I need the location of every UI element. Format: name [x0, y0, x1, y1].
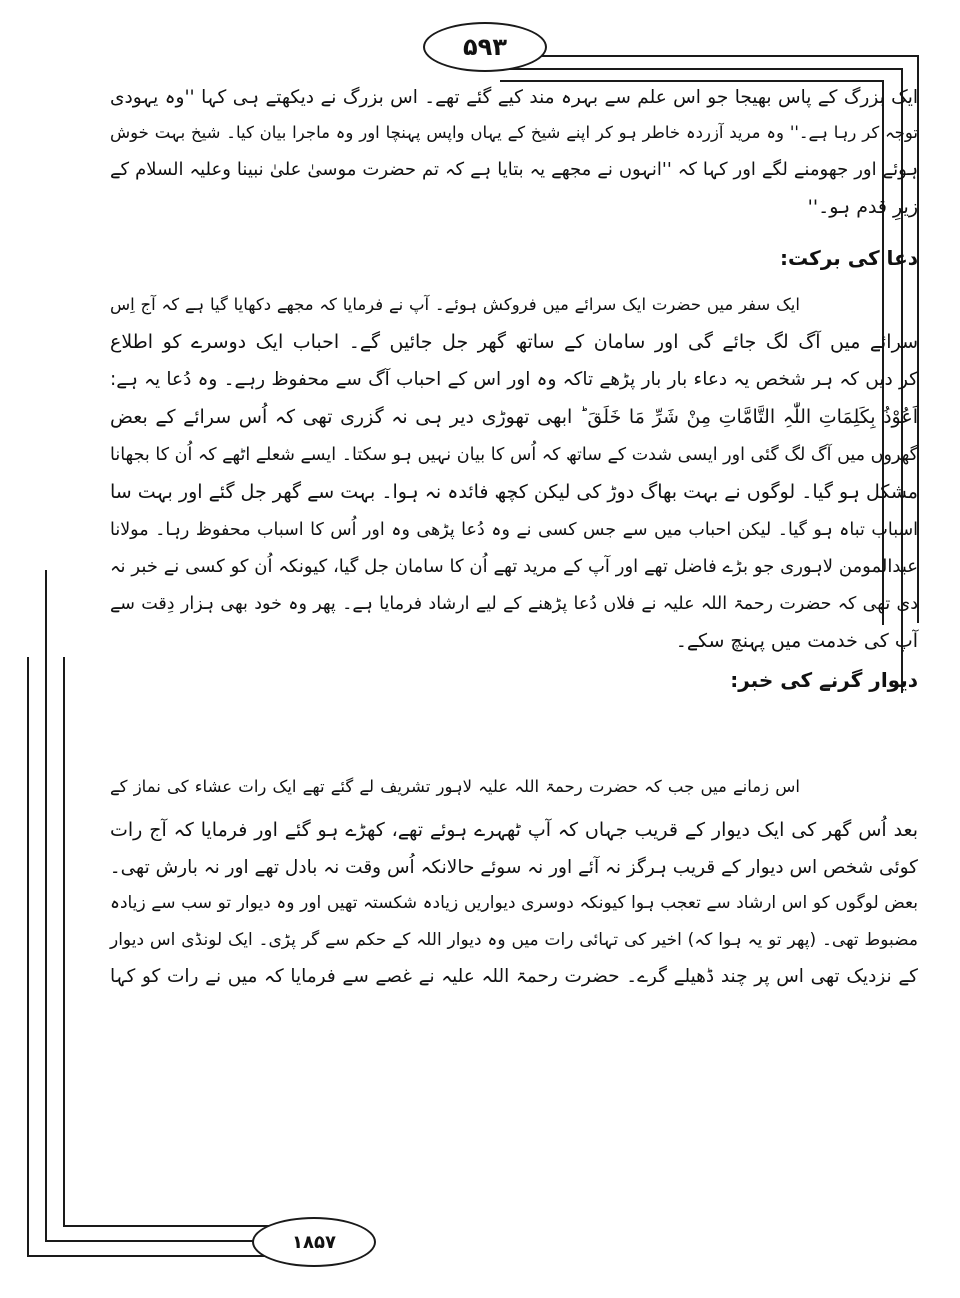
page-number-top: ۵۹۳ [423, 22, 547, 72]
text-line: مشکل ہو گیا۔ لوگوں نے بہت بھاگ دوڑ کی لیکن کچھ فائدہ نہ ہوا۔ بہت سے گھر جل گئے اور بہت سا [110, 481, 918, 503]
frame-line [45, 570, 47, 1241]
text-line: مضبوط تھی۔ (پھر تو یہ ہوا کہ) اخیر کی تہائی رات میں وہ دیوار اللہ کے حکم سے گر پڑی۔ ایک لونڈی اس دیوار [110, 930, 918, 950]
frame-line [500, 80, 883, 82]
text-line: عبدالمومن لاہوری جو بڑے فاضل تھے اور آپ کے مرید تھے اُن کا سامان جل گیا، کیونکہ اُن کو کسی نے خبر نہ [110, 556, 918, 577]
frame-line [63, 1225, 283, 1227]
text-line: ایک سفر میں حضرت ایک سرائے میں فروکش ہوئے۔ آپ نے فرمایا کہ مجھے دکھایا گیا ہے کہ آج اِس [110, 295, 800, 314]
frame-line [45, 1240, 275, 1242]
text-line: کوئی شخص اس دیوار کے قریب ہرگز نہ آئے اور نہ سوئے حالانکہ اُس وقت نہ بادل تھے اور نہ بارش تھی۔ [109, 857, 918, 878]
page-number-bottom: ۱۸۵۷ [252, 1217, 376, 1267]
text-line: اَعُوْذُ بِکَلِمَاتِ اللّٰہِ التَّامَّاتِ مِنْ شَرِّ مَا خَلَقَ ؕ ابھی تھوڑی دیر ہی نہ گزری تھی کہ اُس سرائے کے بعض [110, 406, 918, 428]
frame-line [63, 657, 65, 1226]
text-line: اس زمانے میں جب کہ حضرت رحمۃ اللہ علیہ لاہور تشریف لے گئے تھے ایک رات عشاء کی نماز کے [110, 777, 800, 796]
text-line: ہوئے اور جھومنے لگے اور کہا کہ ''انہوں نے مجھے یہ بتایا ہے کہ تم حضرت موسیٰ علیٰ نبینا وعلیہ السلام کے [110, 159, 918, 180]
text-line: سرائے میں آگ لگ جائے گی اور سامان کے ساتھ گھر جل جائیں گے۔ احباب ایک دوسرے کو اطلاع [110, 331, 918, 353]
frame-line [500, 68, 902, 70]
frame-line [27, 1255, 287, 1257]
text-line: ایک بزرگ کے پاس بھیجا جو اس علم سے بہرہ مند کیے گئے تھے۔ اس بزرگ نے دیکھتے ہی کہا ''وہ یہودی [110, 87, 918, 108]
frame-line [27, 657, 29, 1256]
text-line: کر دیں کہ ہر شخص یہ دعاء بار بار پڑھے تاکہ وہ اور اس کے احباب آگ سے محفوظ رہے۔ وہ دُعا یہ ہے: [110, 369, 918, 390]
text-line: توجہ کر رہا ہے۔'' وہ مرید آزردہ خاطر ہو کر اپنے شیخ کے یہاں واپس پہنچا اور وہ ماجرا بیان کیا۔ شیخ بہت خوش [110, 123, 918, 142]
text-line: بعد اُس گھر کی ایک دیوار کے قریب جہاں کہ آپ ٹھہرے ہوئے تھے، کھڑے ہو گئے اور فرمایا کہ آج رات [110, 819, 918, 841]
section-heading: دیوار گرنے کی خبر: [730, 668, 918, 692]
text-line: بعض لوگوں کو اس ارشاد سے تعجب ہوا کیونکہ دوسری دیواریں زیادہ شکستہ تھیں اور وہ دیوار تو سب سے زیادہ [110, 893, 918, 913]
text-line: دی تھی کہ حضرت رحمۃ اللہ علیہ نے فلاں دُعا پڑھنے کے لیے ارشاد فرمایا ہے۔ پھر وہ خود بھی ہزار دِقت سے [110, 594, 918, 614]
text-line: کے نزدیک تھی اس پر چند ڈھیلے گرے۔ حضرت رحمۃ اللہ علیہ نے غصے سے فرمایا کہ میں نے رات کو کہا [110, 966, 918, 987]
text-line: اسباب تباہ ہو گیا۔ لیکن احباب میں سے جس کسی نے وہ دُعا پڑھی وہ اور اُس کا اسباب محفوظ رہا۔ مولانا [110, 520, 918, 540]
frame-line [500, 55, 918, 57]
text-line: زیرِ قدم ہو۔'' [807, 196, 918, 218]
text-line: گھروں میں آگ لگ گئی اور ایسی شدت کے ساتھ کہ اُس کا بیان نہیں ہو سکتا۔ ایسے شعلے اٹھے کہ اُن کا بجھانا [110, 445, 918, 465]
section-heading: دعا کی برکت: [780, 246, 918, 270]
text-line: آپ کی خدمت میں پہنچ سکے۔ [675, 630, 918, 652]
